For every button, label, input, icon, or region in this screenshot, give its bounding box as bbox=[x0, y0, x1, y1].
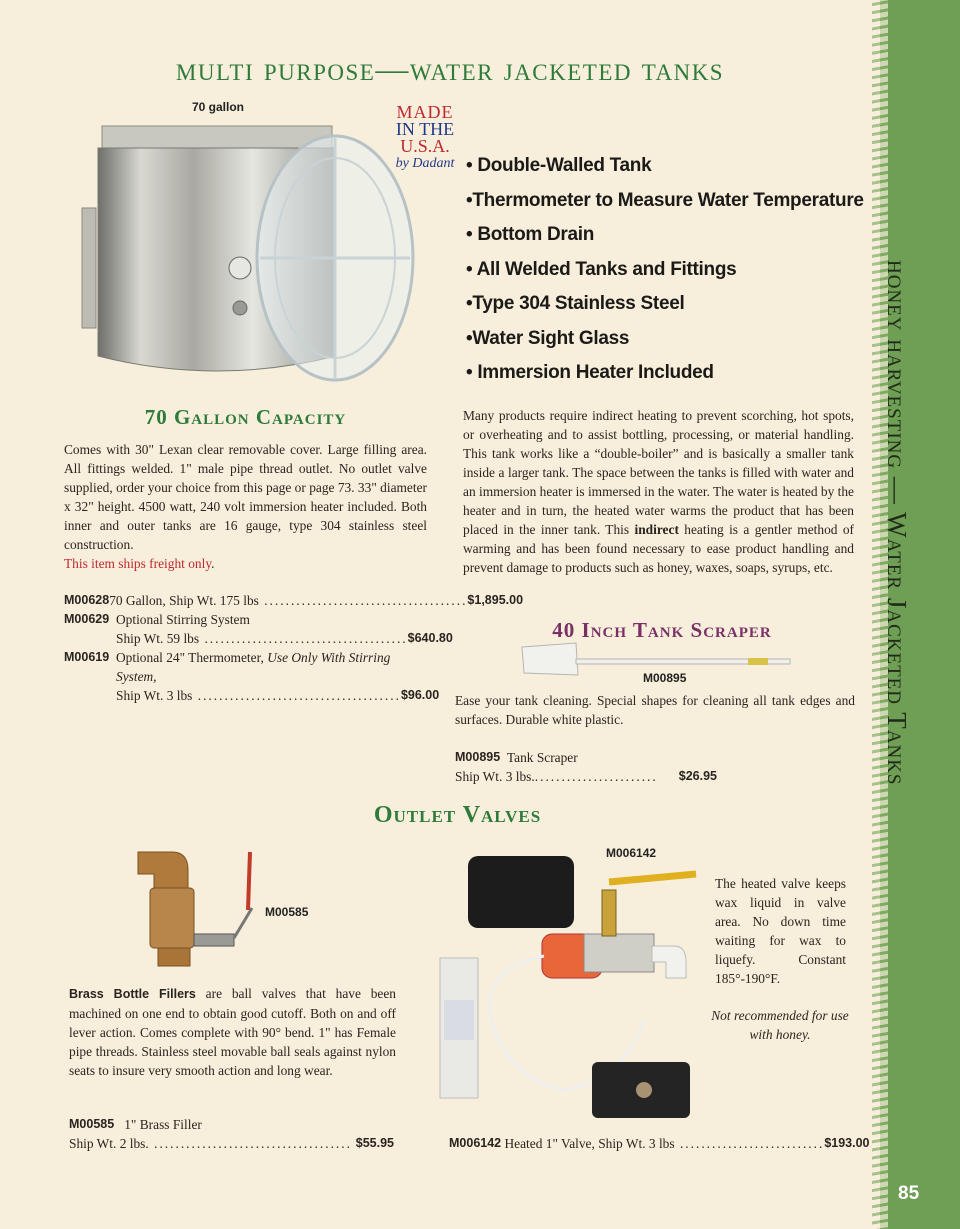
scraper-order bbox=[455, 748, 717, 786]
sku: M00629 bbox=[64, 612, 110, 626]
capacity-text: Comes with 30" Lexan clear removable cover. Large filling area. All fittings welded. 1" male pipe thread outlet. No outlet valve supplied, order your choice from this page or page 73. 33" diameter x 32" height. 4500 watt, 240 volt immersion heater included. Both inner and outer tanks are 16 gauge, type 304 stainless steel construction. bbox=[64, 442, 427, 552]
item-desc: Ship Wt. 3 lbs. bbox=[455, 769, 535, 784]
item-desc: Ship Wt. 2 lbs. bbox=[69, 1136, 149, 1151]
explainer-bold: indirect bbox=[634, 522, 679, 537]
heated-note: Not recommended for use with honey. bbox=[711, 1008, 849, 1042]
leader-dots: ...................................... bbox=[199, 631, 408, 646]
capacity-heading: 70 Gallon Capacity bbox=[144, 405, 347, 429]
price: $26.95 bbox=[678, 769, 717, 783]
item-desc: Optional Stirring System bbox=[116, 612, 250, 627]
leader-dots: ...................................... bbox=[192, 688, 401, 703]
scraper-image-label: M00895 bbox=[643, 671, 687, 685]
feature-item: • Immersion Heater Included bbox=[466, 362, 714, 383]
item-desc: 1" Brass Filler bbox=[124, 1117, 202, 1132]
feature-item: • Bottom Drain bbox=[466, 224, 595, 245]
sku: M00619 bbox=[64, 650, 110, 664]
leader-dots: ........................... bbox=[674, 1136, 825, 1151]
order-row bbox=[64, 610, 422, 629]
order-row bbox=[64, 591, 524, 610]
capacity-description bbox=[64, 440, 427, 573]
item-desc bbox=[116, 648, 422, 686]
item-desc: Heated 1" Valve, Ship Wt. 3 lbs bbox=[504, 1136, 675, 1151]
order-row bbox=[64, 686, 440, 705]
made-line-3: U.S.A. bbox=[400, 136, 450, 156]
tank-feature-list bbox=[466, 149, 864, 391]
scraper-heading: 40 Inch Tank Scraper bbox=[552, 618, 772, 642]
sku: M00895 bbox=[455, 750, 501, 764]
explainer-post: heating is a gentler method of warming and has been found necessary to ease product handling and prevent damage to products such as honey, waxes, soaps, syrups, etc. bbox=[463, 522, 854, 575]
explainer-pre: Many products require indirect heating to prevent scorching, hot spots, or overheating and to assist bottling, processing, or material handling. This tank works like a “double-boiler” and is basically a smaller tank inside a larger tank. The space between the tanks is filled with water and an immersion heater is immersed in the water. The water is heated by the heater and in turn, the heated water warms the product that has been placed in the inner tank. This bbox=[463, 408, 854, 537]
sidebar-title: honey harvesting — Water Jacketed Tanks bbox=[882, 260, 912, 786]
feature-item: • Double-Walled Tank bbox=[466, 155, 652, 176]
brass-valve-label: M00585 bbox=[265, 905, 309, 919]
brass-name-bold: Brass Bottle Fillers bbox=[69, 987, 196, 1001]
feature-item: •Type 304 Stainless Steel bbox=[466, 293, 685, 314]
item-desc: Ship Wt. 3 lbs bbox=[116, 688, 193, 703]
order-row bbox=[69, 1134, 394, 1153]
order-row bbox=[455, 767, 717, 786]
leader-dots: ...................................... bbox=[258, 593, 468, 608]
sku: M00628 bbox=[64, 593, 110, 607]
page-number: 85 bbox=[898, 1183, 920, 1204]
freight-note: This item ships freight only bbox=[64, 556, 212, 571]
price: $193.00 bbox=[824, 1136, 870, 1150]
price: $96.00 bbox=[400, 688, 440, 702]
item-desc-main: Optional 24" Thermometer, bbox=[116, 650, 264, 665]
order-row bbox=[69, 1115, 394, 1134]
feature-item: • All Welded Tanks and Fittings bbox=[466, 258, 737, 280]
made-line-1: MADE bbox=[396, 102, 454, 122]
scraper-description: Ease your tank cleaning. Special shapes for cleaning all tank edges and surfaces. Durable white plastic. bbox=[455, 693, 855, 727]
item-desc-italic: Use Only With Stirring System, bbox=[116, 650, 391, 684]
heated-valve-image bbox=[434, 850, 704, 1122]
item-desc: Ship Wt. 59 lbs bbox=[116, 631, 200, 646]
price: $1,895.00 bbox=[467, 593, 524, 607]
tank-order-list bbox=[64, 591, 524, 705]
sku: M006142 bbox=[449, 1136, 502, 1150]
made-in-usa-badge bbox=[380, 104, 470, 172]
made-line-2: IN THE bbox=[395, 119, 455, 139]
leader-dots: ....................... bbox=[534, 769, 658, 784]
brass-description bbox=[69, 984, 396, 1080]
order-row bbox=[64, 629, 453, 648]
heated-order bbox=[449, 1134, 870, 1153]
made-line-4: by Dadant bbox=[395, 156, 455, 171]
brass-order bbox=[69, 1115, 394, 1153]
item-desc: Tank Scraper bbox=[506, 750, 578, 765]
feature-item: •Thermometer to Measure Water Temperature bbox=[466, 189, 864, 211]
heated-description: The heated valve keeps wax liquid in valve area. No down time waiting for wax to liquefy. Constant 185°-190°F. bbox=[715, 876, 846, 986]
order-row bbox=[64, 648, 422, 686]
tank-explainer bbox=[463, 406, 854, 577]
order-row bbox=[449, 1134, 870, 1153]
tank-image bbox=[80, 118, 420, 388]
item-desc: 70 Gallon, Ship Wt. 175 lbs bbox=[109, 593, 259, 608]
page-title: multi purpose—water jacketed tanks bbox=[175, 52, 725, 88]
price: $55.95 bbox=[355, 1136, 394, 1150]
tank-image-label: 70 gallon bbox=[192, 100, 245, 114]
heated-valve-label: M006142 bbox=[606, 846, 657, 860]
freight-period: . bbox=[211, 556, 215, 571]
feature-item: •Water Sight Glass bbox=[466, 327, 630, 349]
sku: M00585 bbox=[69, 1117, 115, 1131]
brass-valve-image bbox=[128, 848, 258, 973]
price: $640.80 bbox=[407, 631, 453, 645]
valves-heading: Outlet Valves bbox=[373, 802, 542, 828]
brass-text: are ball valves that have been machined on one end to obtain good cutoff. Both on and off lever action. Comes complete with 90° bend. 1" has Female pipe threads. Stainless steel movable ball seals against nylon seats to insure very smooth action and long wear. bbox=[69, 986, 396, 1078]
leader-dots: ..................................... bbox=[148, 1136, 352, 1151]
order-row bbox=[455, 748, 717, 767]
